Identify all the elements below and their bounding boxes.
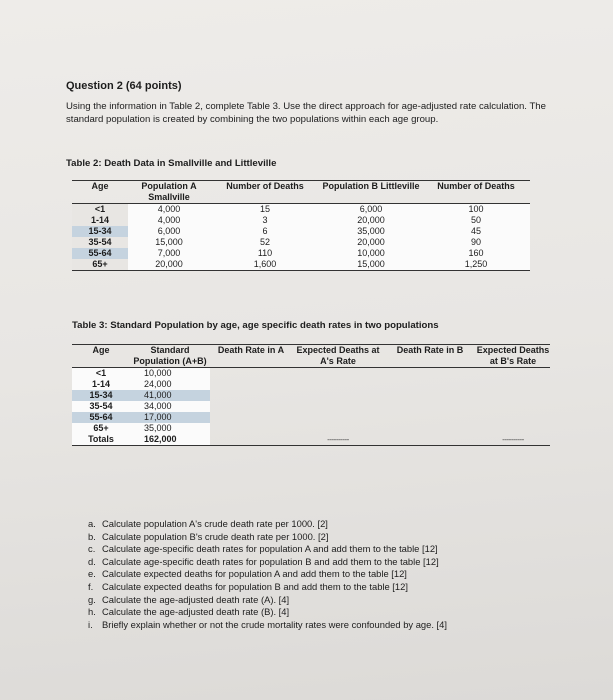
list-item bbox=[88, 594, 447, 607]
deaths-a-cell: 110 bbox=[210, 248, 320, 259]
header-population-b: Population B Littleville bbox=[322, 181, 420, 191]
task-letter: f. bbox=[88, 580, 94, 592]
table-row bbox=[72, 237, 530, 248]
age-cell: 65+ bbox=[72, 259, 128, 271]
standard-population-cell: 10,000 bbox=[130, 368, 210, 380]
expected-deaths-a-cell[interactable] bbox=[292, 423, 384, 434]
population-b-cell: 35,000 bbox=[320, 226, 422, 237]
table-row bbox=[72, 412, 550, 423]
table-row bbox=[72, 248, 530, 259]
standard-population-table bbox=[72, 344, 550, 446]
list-item bbox=[88, 568, 447, 581]
deaths-b-cell: 90 bbox=[422, 237, 530, 248]
totals-label: Totals bbox=[72, 434, 130, 446]
table-row bbox=[72, 215, 530, 226]
table-row bbox=[72, 423, 550, 434]
death-rate-b-cell[interactable] bbox=[384, 412, 476, 423]
population-a-cell: 6,000 bbox=[128, 226, 210, 237]
task-letter: g. bbox=[88, 593, 96, 605]
task-text: Calculate population A's crude death rate per 1000. [2] bbox=[102, 518, 328, 529]
age-cell: <1 bbox=[72, 368, 130, 380]
deaths-b-cell: 100 bbox=[422, 204, 530, 216]
age-cell: 55-64 bbox=[72, 248, 128, 259]
death-rate-b-cell[interactable] bbox=[384, 423, 476, 434]
death-rate-b-cell[interactable] bbox=[384, 379, 476, 390]
table-row bbox=[72, 226, 530, 237]
totals-row bbox=[72, 434, 550, 446]
header-population-a: Population A Smallville bbox=[141, 181, 197, 202]
list-item bbox=[88, 543, 447, 556]
header-expected-deaths-b: Expected Deaths at B's Rate bbox=[476, 345, 550, 366]
header-age: Age bbox=[92, 345, 110, 355]
question-instructions: Using the information in Table 2, complete Table 3. Use the direct approach for age-adjusted rate calculation. The standard population is created by combining the two populations within each age group. bbox=[66, 101, 546, 125]
age-cell: 35-54 bbox=[72, 401, 130, 412]
population-a-cell: 4,000 bbox=[128, 215, 210, 226]
table-row bbox=[72, 204, 530, 216]
task-text: Briefly explain whether or not the crude mortality rates were confounded by age. [4] bbox=[102, 618, 447, 630]
table-row bbox=[72, 259, 530, 271]
task-text: Calculate age-specific death rates for population B and add them to the table [12] bbox=[102, 555, 439, 567]
task-letter: a. bbox=[88, 518, 96, 529]
list-item bbox=[88, 606, 447, 619]
population-b-cell: 15,000 bbox=[320, 259, 422, 271]
question-title: Question 2 (64 points) bbox=[66, 80, 182, 92]
task-letter: b. bbox=[88, 530, 96, 542]
expected-deaths-b-cell[interactable] bbox=[476, 412, 550, 423]
standard-population-cell: 17,000 bbox=[130, 412, 210, 423]
expected-deaths-b-cell[interactable] bbox=[476, 423, 550, 434]
table2-title: Table 2: Death Data in Smallville and Littleville bbox=[66, 158, 277, 169]
death-rate-a-total bbox=[210, 434, 292, 446]
table3-header-row bbox=[72, 345, 550, 368]
standard-population-cell: 41,000 bbox=[130, 390, 210, 401]
task-text: Calculate expected deaths for population A and add them to the table [12] bbox=[102, 568, 407, 580]
list-item bbox=[88, 531, 447, 544]
death-rate-a-cell[interactable] bbox=[210, 412, 292, 423]
deaths-a-cell: 52 bbox=[210, 237, 320, 248]
header-deaths-a: Number of Deaths bbox=[226, 181, 304, 191]
death-rate-b-cell[interactable] bbox=[384, 390, 476, 401]
deaths-a-cell: 6 bbox=[210, 226, 320, 237]
standard-population-total: 162,000 bbox=[130, 434, 210, 446]
list-item bbox=[88, 518, 447, 531]
header-standard-population: Standard Population (A+B) bbox=[133, 345, 207, 366]
table-row bbox=[72, 401, 550, 412]
task-text: Calculate the age-adjusted death rate (A). [4] bbox=[102, 593, 290, 605]
death-rate-b-cell[interactable] bbox=[384, 368, 476, 380]
task-letter: c. bbox=[88, 543, 96, 555]
table-row bbox=[72, 379, 550, 390]
table2-header-row bbox=[72, 181, 530, 204]
age-cell: 15-34 bbox=[72, 226, 128, 237]
task-letter: h. bbox=[88, 606, 96, 618]
task-text: Calculate expected deaths for population B and add them to the table [12] bbox=[102, 580, 408, 592]
age-cell: 15-34 bbox=[72, 390, 130, 401]
age-cell: 35-54 bbox=[72, 237, 128, 248]
population-a-cell: 15,000 bbox=[128, 237, 210, 248]
header-death-rate-a: Death Rate in A bbox=[217, 345, 285, 355]
expected-deaths-a-total: ---------- bbox=[327, 435, 349, 444]
task-letter: i. bbox=[88, 618, 93, 630]
deaths-a-cell: 1,600 bbox=[210, 259, 320, 271]
population-a-cell: 20,000 bbox=[128, 259, 210, 271]
standard-population-cell: 35,000 bbox=[130, 423, 210, 434]
age-cell: <1 bbox=[72, 204, 128, 216]
death-rate-b-total bbox=[384, 434, 476, 446]
table-row bbox=[72, 368, 550, 380]
deaths-a-cell: 15 bbox=[210, 204, 320, 216]
deaths-b-cell: 45 bbox=[422, 226, 530, 237]
death-rate-a-cell[interactable] bbox=[210, 401, 292, 412]
population-b-cell: 6,000 bbox=[320, 204, 422, 216]
age-cell: 1-14 bbox=[72, 215, 128, 226]
deaths-a-cell: 3 bbox=[210, 215, 320, 226]
header-death-rate-b: Death Rate in B bbox=[396, 345, 464, 355]
list-item bbox=[88, 556, 447, 569]
expected-deaths-a-cell[interactable] bbox=[292, 390, 384, 401]
death-rate-a-cell[interactable] bbox=[210, 368, 292, 380]
expected-deaths-a-cell[interactable] bbox=[292, 368, 384, 380]
expected-deaths-b-total: ---------- bbox=[502, 435, 524, 444]
task-letter: d. bbox=[88, 555, 96, 567]
age-cell: 65+ bbox=[72, 423, 130, 434]
expected-deaths-b-cell[interactable] bbox=[476, 390, 550, 401]
task-letter: e. bbox=[88, 568, 96, 580]
standard-population-cell: 24,000 bbox=[130, 379, 210, 390]
expected-deaths-b-cell[interactable] bbox=[476, 368, 550, 380]
expected-deaths-b-cell[interactable] bbox=[476, 379, 550, 390]
population-a-cell: 4,000 bbox=[128, 204, 210, 216]
expected-deaths-a-cell[interactable] bbox=[292, 379, 384, 390]
death-rate-a-cell[interactable] bbox=[210, 379, 292, 390]
task-text: Calculate age-specific death rates for population A and add them to the table [12] bbox=[102, 543, 438, 555]
list-item bbox=[88, 581, 447, 594]
death-rate-a-cell[interactable] bbox=[210, 390, 292, 401]
death-rate-a-cell[interactable] bbox=[210, 423, 292, 434]
expected-deaths-a-cell[interactable] bbox=[292, 412, 384, 423]
list-item bbox=[88, 619, 447, 632]
death-rate-b-cell[interactable] bbox=[384, 401, 476, 412]
population-a-cell: 7,000 bbox=[128, 248, 210, 259]
population-b-cell: 20,000 bbox=[320, 215, 422, 226]
deaths-b-cell: 160 bbox=[422, 248, 530, 259]
population-b-cell: 20,000 bbox=[320, 237, 422, 248]
expected-deaths-b-cell[interactable] bbox=[476, 401, 550, 412]
header-expected-deaths-a: Expected Deaths at A's Rate bbox=[296, 345, 380, 366]
header-age: Age bbox=[91, 181, 109, 191]
standard-population-cell: 34,000 bbox=[130, 401, 210, 412]
deaths-b-cell: 50 bbox=[422, 215, 530, 226]
task-text: Calculate the age-adjusted death rate (B). [4] bbox=[102, 606, 290, 618]
table-row bbox=[72, 390, 550, 401]
task-text: Calculate population B's crude death rate per 1000. [2] bbox=[102, 530, 329, 542]
task-list bbox=[88, 518, 447, 631]
death-data-table bbox=[72, 180, 530, 271]
age-cell: 55-64 bbox=[72, 412, 130, 423]
header-deaths-b: Number of Deaths bbox=[437, 181, 515, 191]
population-b-cell: 10,000 bbox=[320, 248, 422, 259]
deaths-b-cell: 1,250 bbox=[422, 259, 530, 271]
expected-deaths-a-cell[interactable] bbox=[292, 401, 384, 412]
table3-title: Table 3: Standard Population by age, age specific death rates in two populations bbox=[72, 320, 439, 331]
age-cell: 1-14 bbox=[72, 379, 130, 390]
